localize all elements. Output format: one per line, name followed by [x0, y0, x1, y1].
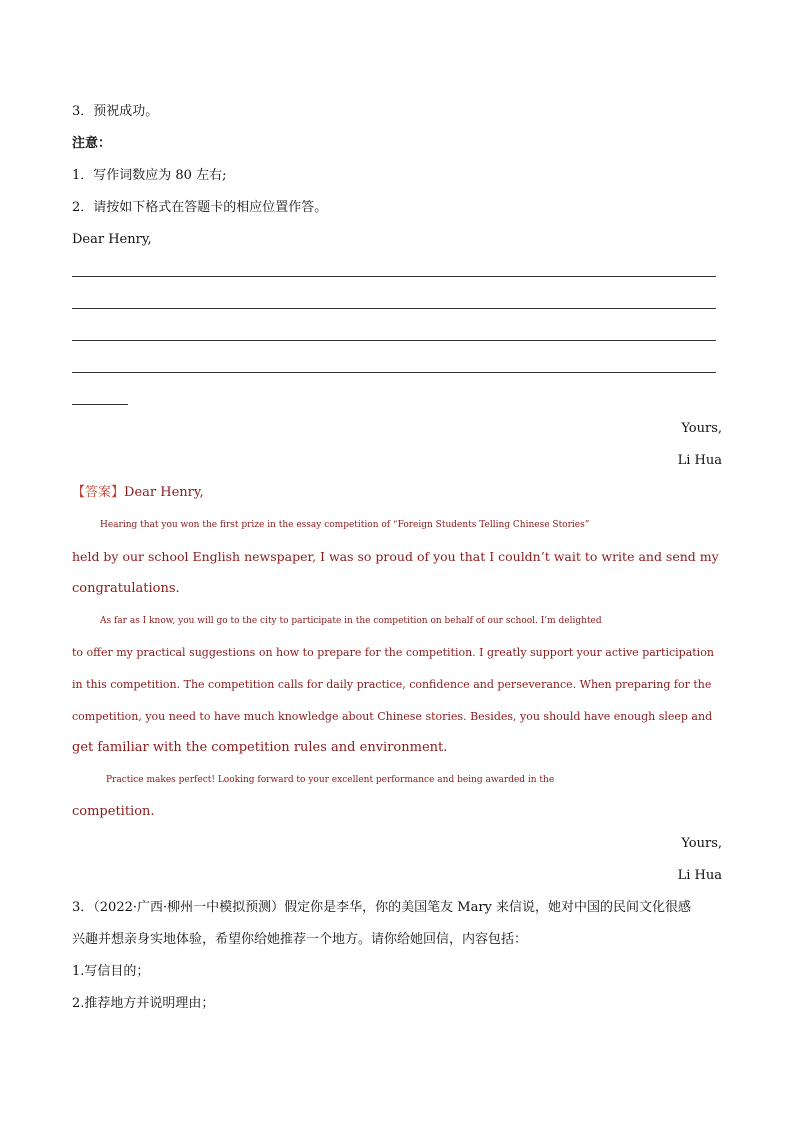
- answer-text-line: to offer my practical suggestions on how to prepare for the competition. I greatly support your active participation: [72, 646, 714, 659]
- answer-text-line: in this competition. The competition calls for daily practice, confidence and perseverance. When preparing for the: [72, 678, 712, 691]
- answer-text-line: Hearing that you won the first prize in the essay competition of “Foreign Students Telling Chinese Stories”: [100, 520, 590, 530]
- question-3-point-2: 2.推荐地方并说明理由；: [72, 996, 215, 1011]
- answer-text-line: congratulations.: [72, 581, 180, 596]
- note-item-1: 1．写作词数应为 80 左右;: [72, 168, 227, 183]
- letter-closing: Yours,: [681, 421, 722, 436]
- answer-tag: 【答案】: [72, 485, 125, 500]
- question-3-line-1: 3．（2022·广西·柳州一中模拟预测）假定你是李华，你的美国笔友 Mary 来信说，她对中国的民间文化很感: [72, 900, 692, 915]
- answer-header: [72, 484, 722, 502]
- note-item-2: 2．请按如下格式在答题卡的相应位置作答。: [72, 200, 328, 215]
- answer-text-line: get familiar with the competition rules and environment.: [72, 740, 448, 755]
- question-3-line-2: 兴趣并想亲身实地体验，希望你给她推荐一个地方。请你给她回信，内容包括：: [72, 932, 528, 947]
- answer-signature: Li Hua: [677, 868, 722, 883]
- answer-closing: Yours,: [681, 836, 722, 851]
- note-title: 注意：: [72, 136, 112, 151]
- answer-line-3: [72, 340, 716, 341]
- answer-salutation: Dear Henry,: [124, 485, 204, 500]
- answer-text-line: As far as I know, you will go to the city to participate in the competition on behalf of our school. I’m delighted: [100, 616, 602, 626]
- requirement-item-3: 3．预祝成功。: [72, 104, 159, 119]
- answer-line-1: [72, 276, 716, 277]
- answer-line-5: [72, 404, 128, 405]
- answer-line-2: [72, 308, 716, 309]
- answer-line-4: [72, 372, 716, 373]
- answer-text-line: competition.: [72, 804, 155, 819]
- answer-text-line: competition, you need to have much knowledge about Chinese stories. Besides, you should have enough sleep and: [72, 710, 713, 723]
- answer-text-line: Practice makes perfect! Looking forward to your excellent performance and being awarded in the: [106, 775, 555, 785]
- letter-salutation: Dear Henry,: [72, 232, 152, 247]
- question-3-point-1: 1.写信目的；: [72, 964, 150, 979]
- letter-signature: Li Hua: [677, 453, 722, 468]
- answer-text-line: held by our school English newspaper, I was so proud of you that I couldn’t wait to write and send my: [72, 549, 719, 564]
